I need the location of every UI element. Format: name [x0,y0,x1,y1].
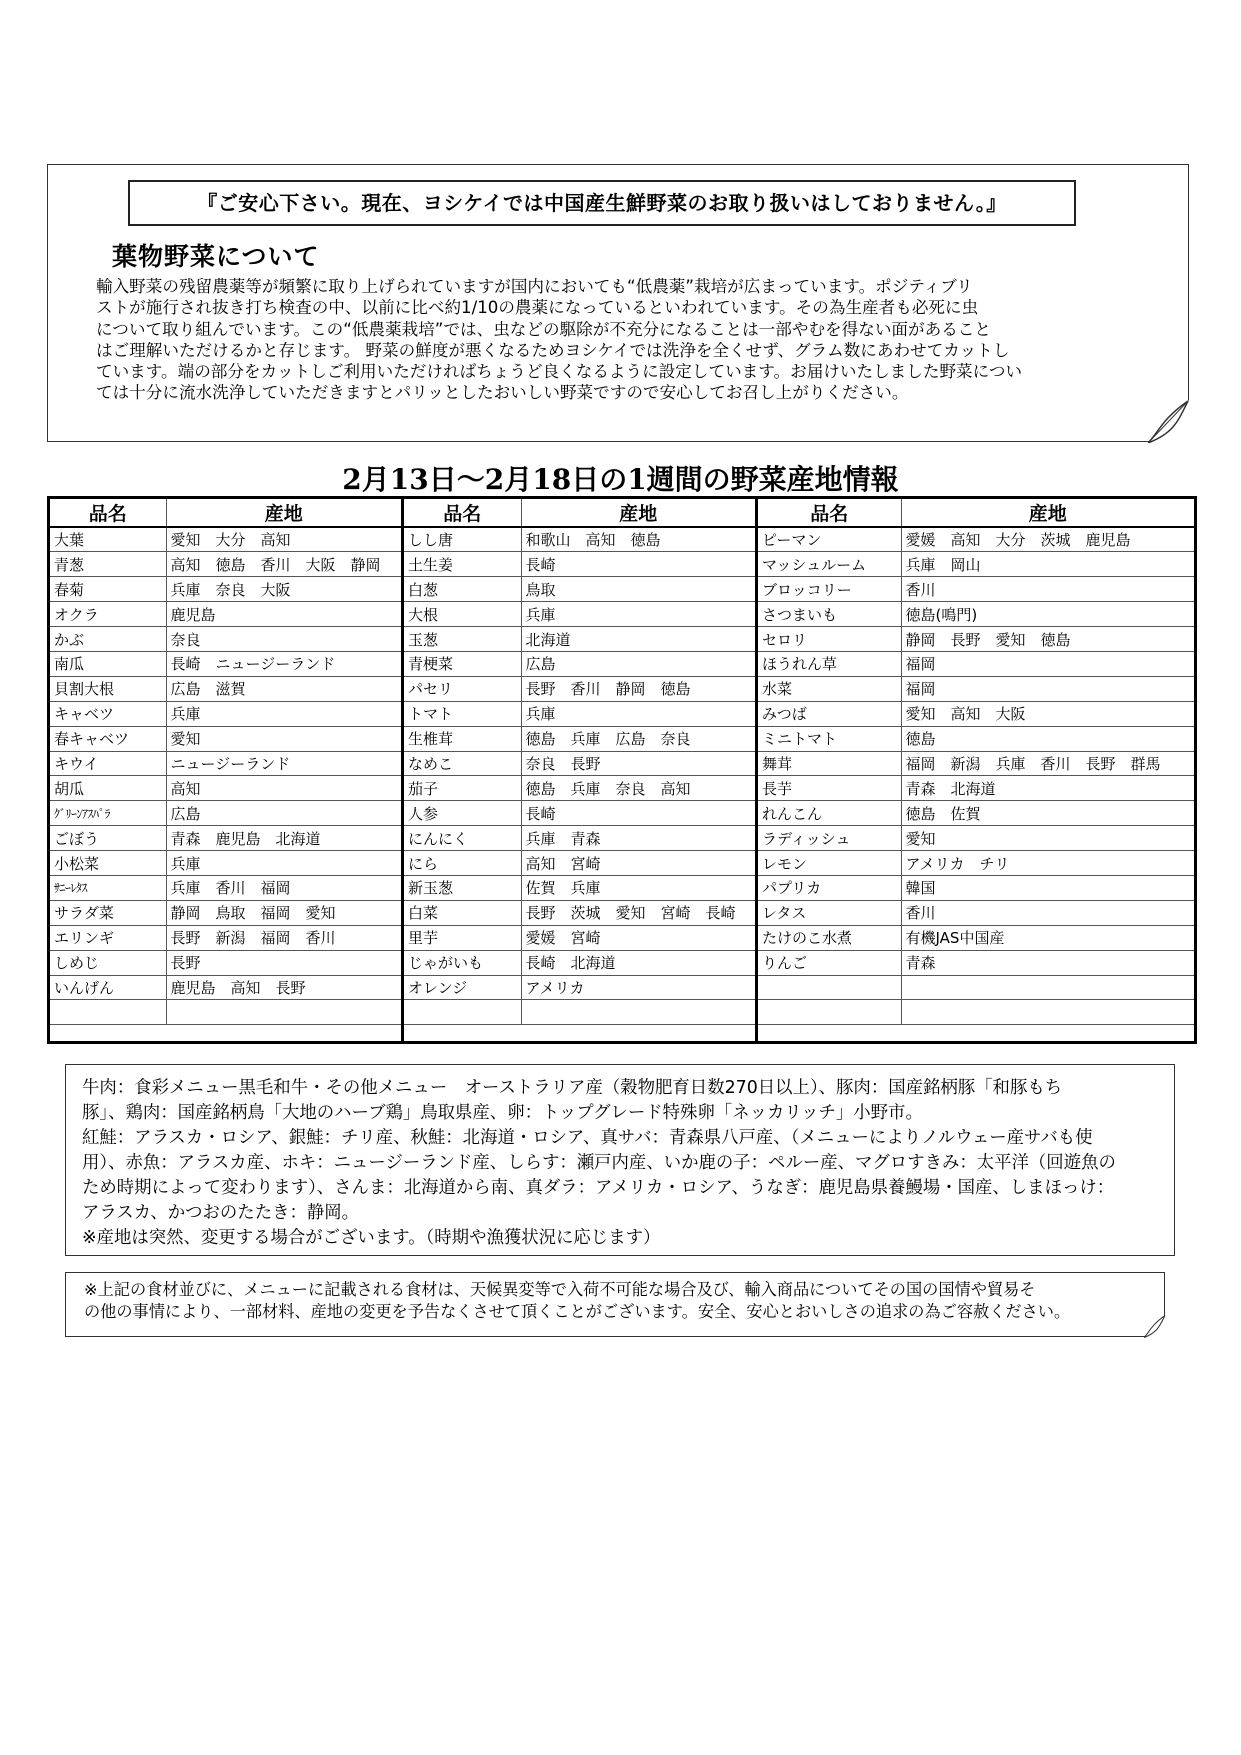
table-row [758,900,1194,925]
origin: 徳島 兵庫 広島 奈良 [521,726,755,751]
disclaimer-line: ※上記の食材並びに、メニューに記載される食材は、天候異変等で入荷不可能な場合及び、輸入商品についてその国の国情や貿易そ [84,1280,1036,1299]
table-row [50,552,401,577]
table-row [758,676,1194,701]
table-column-3 [755,499,1194,1041]
header-origin: 産地 [901,499,1194,527]
vegetable-name: ｸﾞﾘｰﾝｱｽﾊﾟﾗ [50,801,166,826]
origin: 兵庫 岡山 [901,552,1194,577]
origin: 静岡 長野 愛知 徳島 [901,627,1194,652]
table-row [758,627,1194,652]
table-row [50,602,401,627]
table-row [758,925,1194,950]
meat-line: 牛肉：食彩メニュー黒毛和牛・その他メニュー オーストラリア産（穀物肥育日数270日以上）、豚肉：国産銘柄豚「和豚もち [82,1078,1063,1098]
table-row [758,552,1194,577]
vegetable-name: にんにく [404,826,521,851]
origin: 福岡 新潟 兵庫 香川 長野 群馬 [901,751,1194,776]
table-row [404,801,755,826]
origin-table [47,496,1197,1044]
table-row [404,826,755,851]
table-title: 2月13日～2月18日の1週間の野菜産地情報 [342,463,899,496]
vegetable-name: みつば [758,701,901,726]
table-row [50,801,401,826]
meat-line: ため時期によって変わります）、さんま：北海道から南、真ダラ：アメリカ・ロシア、うなぎ：鹿児島県養鰻場・国産、しまほっけ： [82,1178,1115,1198]
table-row [50,826,401,851]
origin: 韓国 [901,875,1194,900]
vegetable-name: 青葱 [50,552,166,577]
vegetable-name: 茄子 [404,776,521,801]
origin: アメリカ チリ [901,851,1194,876]
vegetable-name: 大根 [404,602,521,627]
vegetable-name: キウイ [50,751,166,776]
table-row [758,1000,1194,1025]
table-row [758,701,1194,726]
table-row [50,676,401,701]
leafy-line: ストが施行され抜き打ち検査の中、以前に比べ約1/10の農薬になっているといわれています。その為生産者も必死に虫 [96,298,979,318]
table-row [404,651,755,676]
origin: 和歌山 高知 徳島 [521,527,755,552]
origin: 高知 徳島 香川 大阪 静岡 [166,552,401,577]
origin: 兵庫 奈良 大阪 [166,577,401,602]
origin: 有機JAS中国産 [901,925,1194,950]
meat-fish-body [82,1076,1162,1251]
origin: 兵庫 [521,602,755,627]
origin: 長崎 北海道 [521,950,755,975]
leafy-line: について取り組んでいます。この“低農薬栽培”では、虫などの駆除が不充分になることは一部やむを得ない面があること [96,319,991,339]
vegetable-name: サラダ菜 [50,900,166,925]
table-header-row [758,499,1194,527]
table-row [50,975,401,1000]
vegetable-name: オクラ [50,602,166,627]
vegetable-name: 南瓜 [50,651,166,676]
origin: 高知 宮崎 [521,851,755,876]
table-row [758,776,1194,801]
origin: 長野 茨城 愛知 宮崎 長崎 [521,900,755,925]
table-row [758,801,1194,826]
vegetable-name: 舞茸 [758,751,901,776]
table-row [404,726,755,751]
table-row [404,627,755,652]
vegetable-name [50,1000,166,1025]
vegetable-name: レタス [758,900,901,925]
page-curl-icon [1148,399,1190,443]
vegetable-name: 大葉 [50,527,166,552]
vegetable-name: 土生姜 [404,552,521,577]
table-header-row [50,499,401,527]
table-row [50,776,401,801]
table-row [758,577,1194,602]
origin: 兵庫 [166,851,401,876]
table-row [50,875,401,900]
table-row [404,851,755,876]
vegetable-name: ピーマン [758,527,901,552]
vegetable-name: りんご [758,950,901,975]
origin: 福岡 [901,676,1194,701]
vegetable-name: かぶ [50,627,166,652]
vegetable-name [404,1000,521,1025]
table-row [50,925,401,950]
disclaimer-line: の他の事情により、一部材料、産地の変更を予告なくさせて頂くことがございます。安全、安心とおいしさの追求の為ご容赦ください。 [84,1302,1071,1321]
origin [901,975,1194,1000]
origin: 北海道 [521,627,755,652]
origin: 長崎 [521,552,755,577]
vegetable-name: にら [404,851,521,876]
origin: 鹿児島 高知 長野 [166,975,401,1000]
vegetable-name: レモン [758,851,901,876]
meat-line: 紅鮭：アラスカ・ロシア、銀鮭：チリ産、秋鮭：北海道・ロシア、真サバ：青森県八戸産、（メニューによりノルウェー産サバも使 [82,1128,1093,1148]
origin: アメリカ [521,975,755,1000]
vegetable-name: オレンジ [404,975,521,1000]
table-row [404,925,755,950]
origin: 青森 鹿児島 北海道 [166,826,401,851]
origin: 愛知 高知 大阪 [901,701,1194,726]
origin: 静岡 鳥取 福岡 愛知 [166,900,401,925]
vegetable-name: ブロッコリー [758,577,901,602]
vegetable-name: 里芋 [404,925,521,950]
origin: 愛知 [901,826,1194,851]
vegetable-name: 人参 [404,801,521,826]
table-header-row [404,499,755,527]
origin: 兵庫 青森 [521,826,755,851]
table-row [50,900,401,925]
table-row [404,900,755,925]
origin: 鹿児島 [166,602,401,627]
origin: 奈良 長野 [521,751,755,776]
origin [166,1000,401,1025]
vegetable-name: いんげん [50,975,166,1000]
origin: 福岡 [901,651,1194,676]
origin: 兵庫 [166,701,401,726]
origin: 徳島 兵庫 奈良 高知 [521,776,755,801]
table-row [404,552,755,577]
origin: 奈良 [166,627,401,652]
origin: 香川 [901,900,1194,925]
origin: 愛媛 高知 大分 茨城 鹿児島 [901,527,1194,552]
origin: 徳島 佐賀 [901,801,1194,826]
notice-banner: 『ご安心下さい。現在、ヨシケイでは中国産生鮮野菜のお取り扱いはしておりません。』 [128,180,1076,226]
vegetable-name: エリンギ [50,925,166,950]
table-row [758,726,1194,751]
table-column-2 [401,499,755,1041]
vegetable-name: じゃがいも [404,950,521,975]
table-row [50,851,401,876]
table-row [758,851,1194,876]
table-row [758,875,1194,900]
vegetable-name: ミニトマト [758,726,901,751]
meat-line: 用）、赤魚：アラスカ産、ホキ：ニュージーランド産、しらす：瀬戸内産、いか鹿の子：ペルー産、マグロすきみ：太平洋（回遊魚の [82,1153,1116,1173]
vegetable-name: 貝割大根 [50,676,166,701]
leafy-title: 葉物野菜について [112,242,320,271]
origin: ニュージーランド [166,751,401,776]
origin: 香川 [901,577,1194,602]
table-row [50,950,401,975]
origin: 兵庫 香川 福岡 [166,875,401,900]
origin [521,1000,755,1025]
vegetable-name: さつまいも [758,602,901,627]
vegetable-name [758,1000,901,1025]
header-origin: 産地 [166,499,401,527]
vegetable-name: 青梗菜 [404,651,521,676]
origin: 長崎 [521,801,755,826]
table-row [758,751,1194,776]
vegetable-name: 白菜 [404,900,521,925]
table-row [404,950,755,975]
table-row [404,602,755,627]
origin: 愛知 [166,726,401,751]
table-row [404,676,755,701]
vegetable-name: 小松菜 [50,851,166,876]
table-row [758,602,1194,627]
origin: 長崎 ニュージーランド [166,651,401,676]
origin: 広島 [521,651,755,676]
vegetable-name: 胡瓜 [50,776,166,801]
table-row [50,1000,401,1025]
table-row [50,701,401,726]
origin: 徳島(鳴門) [901,602,1194,627]
origin: 佐賀 兵庫 [521,875,755,900]
meat-line: 豚」、鶏肉：国産銘柄鳥「大地のハーブ鶏」鳥取県産、卵：トップグレード特殊卵「ネッカリッチ」小野市。 [82,1103,923,1123]
origin: 鳥取 [521,577,755,602]
vegetable-name: たけのこ水煮 [758,925,901,950]
vegetable-name: ごぼう [50,826,166,851]
leafy-line: ては十分に流水洗浄していただきますとパリッとしたおいしい野菜ですので安心してお召し上がりください。 [96,383,909,403]
leafy-line: ています。端の部分をカットしご利用いただければちょうど良くなるように設定しています。お届けいたしました野菜につい [96,362,1023,382]
vegetable-name: 長芋 [758,776,901,801]
disclaimer-body [84,1279,1154,1323]
table-row [404,701,755,726]
origin: 愛知 大分 高知 [166,527,401,552]
table-row [50,577,401,602]
origin: 兵庫 [521,701,755,726]
table-row [404,776,755,801]
table-row [50,751,401,776]
table-row [404,577,755,602]
vegetable-name: なめこ [404,751,521,776]
vegetable-name: しめじ [50,950,166,975]
leafy-line: 輸入野菜の残留農薬等が頻繁に取り上げられていますが国内においても“低農薬”栽培が広まっています。ポジティブリ [96,277,973,296]
leafy-line: はご理解いただけるかと存じます。 野菜の鮮度が悪くなるためヨシケイでは洗浄を全くせず、グラム数にあわせてカットし [96,340,1010,360]
header-origin: 産地 [521,499,755,527]
vegetable-name: 白葱 [404,577,521,602]
origin: 青森 北海道 [901,776,1194,801]
origin: 青森 [901,950,1194,975]
vegetable-name: セロリ [758,627,901,652]
table-row [758,950,1194,975]
vegetable-name: マッシュルーム [758,552,901,577]
origin: 高知 [166,776,401,801]
leafy-body [96,276,1152,404]
table-row [758,527,1194,552]
header-name: 品名 [758,499,901,527]
table-row [404,875,755,900]
table-row [50,726,401,751]
origin: 徳島 [901,726,1194,751]
meat-line: アラスカ、かつおのたたき：静岡。 [82,1203,360,1223]
vegetable-name: キャベツ [50,701,166,726]
vegetable-name: パプリカ [758,875,901,900]
vegetable-name: 春キャベツ [50,726,166,751]
vegetable-name: トマト [404,701,521,726]
vegetable-name: ほうれん草 [758,651,901,676]
vegetable-name: 生椎茸 [404,726,521,751]
vegetable-name: 玉葱 [404,627,521,652]
vegetable-name: 水菜 [758,676,901,701]
table-row [758,975,1194,1000]
table-row [50,527,401,552]
origin: 長野 香川 静岡 徳島 [521,676,755,701]
vegetable-name: ｻﾆｰﾚﾀｽ [50,875,166,900]
vegetable-name: ラディッシュ [758,826,901,851]
table-row [758,651,1194,676]
origin: 広島 [166,801,401,826]
table-row [404,527,755,552]
vegetable-name: パセリ [404,676,521,701]
table-row [404,1000,755,1025]
origin: 広島 滋賀 [166,676,401,701]
vegetable-name [758,975,901,1000]
table-row [404,975,755,1000]
origin: 長野 [166,950,401,975]
table-row [404,751,755,776]
vegetable-name: れんこん [758,801,901,826]
meat-line: ※産地は突然、変更する場合がございます。（時期や漁獲状況に応じます） [82,1228,661,1248]
origin [901,1000,1194,1025]
table-row [50,627,401,652]
origin: 長野 新潟 福岡 香川 [166,925,401,950]
vegetable-name: 新玉葱 [404,875,521,900]
origin: 愛媛 宮崎 [521,925,755,950]
header-name: 品名 [50,499,166,527]
vegetable-name: しし唐 [404,527,521,552]
header-name: 品名 [404,499,521,527]
table-row [758,826,1194,851]
table-row [50,651,401,676]
table-column-1 [50,499,401,1041]
vegetable-name: 春菊 [50,577,166,602]
